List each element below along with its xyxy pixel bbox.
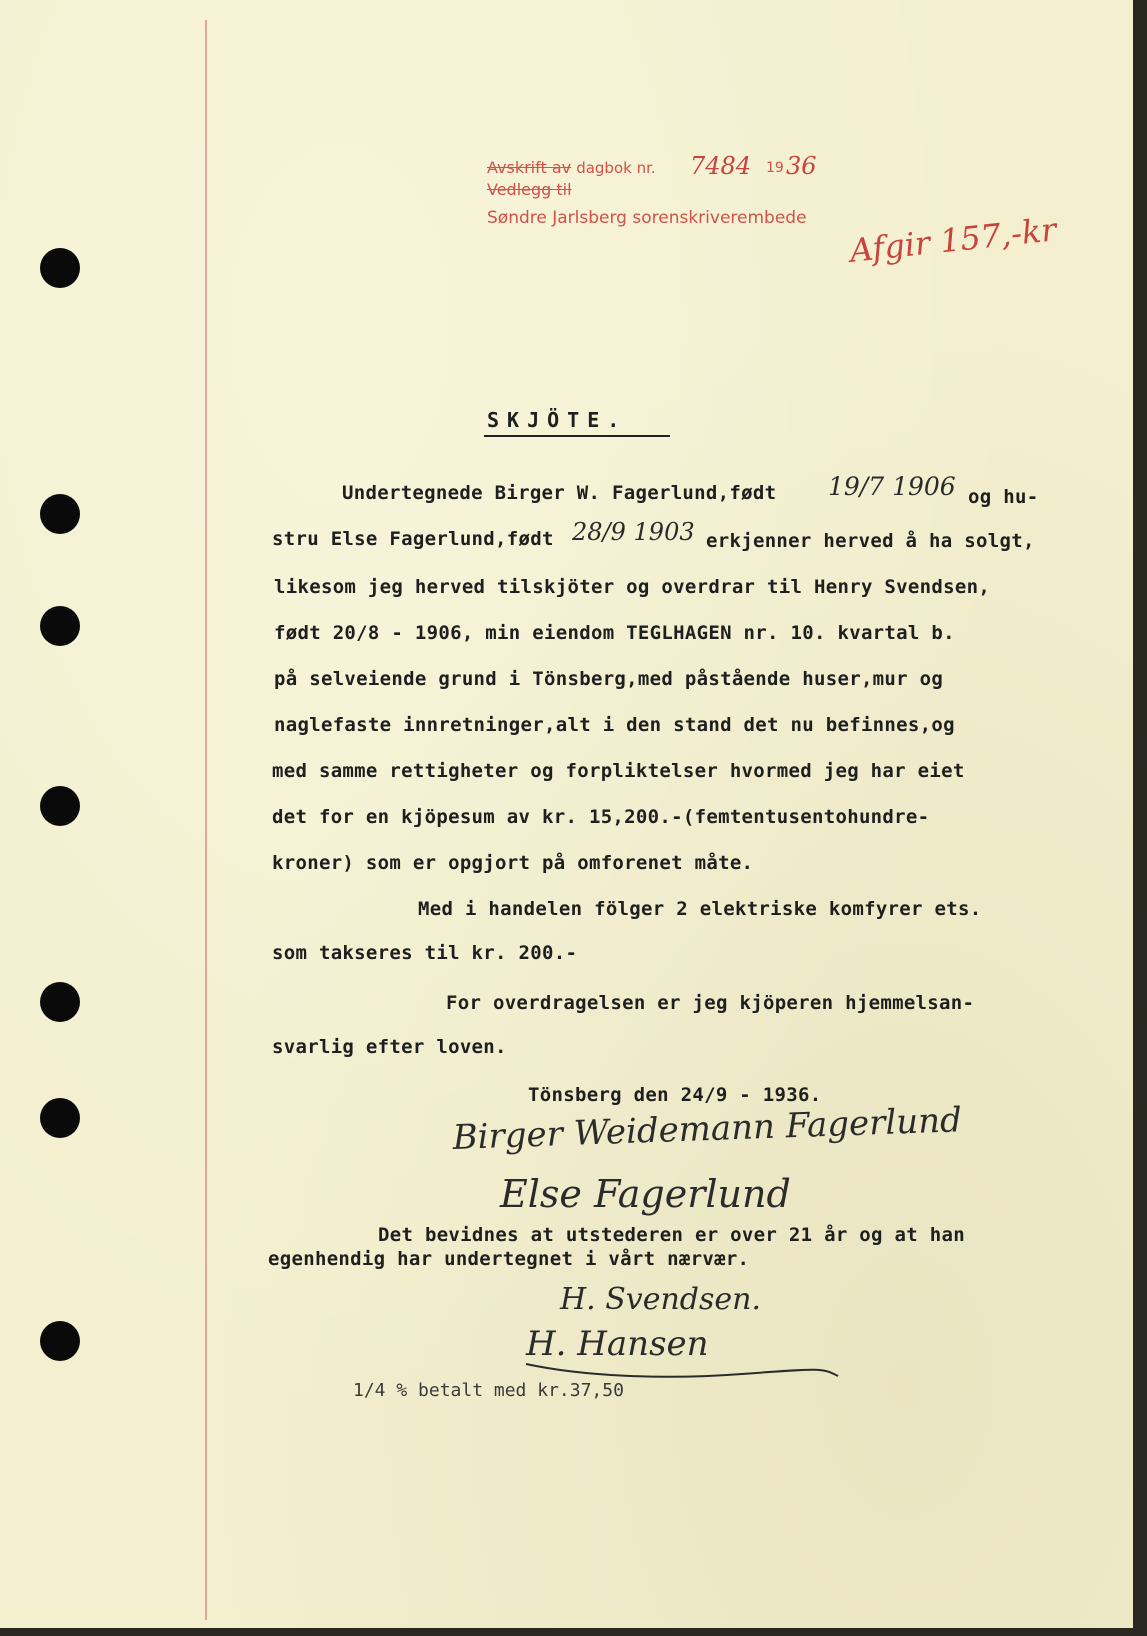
stamp-year-suffix: 36 xyxy=(786,152,817,180)
body-line: på selveiende grund i Tönsberg,med påstående huser,mur og xyxy=(274,668,944,690)
punch-hole xyxy=(40,606,80,646)
punch-hole xyxy=(40,248,80,288)
punch-hole xyxy=(40,982,80,1022)
punch-hole xyxy=(40,786,80,826)
body-line: og hu- xyxy=(968,486,1039,508)
handwritten-birthdate: 19/7 1906 xyxy=(828,472,956,501)
body-line: likesom jeg herved tilskjöter og overdrar til Henry Svendsen, xyxy=(274,576,991,598)
witness-line: egenhendig har undertegnet i vårt nærvær. xyxy=(268,1248,750,1270)
witness-line: Det bevidnes at utstederen er over 21 år og at han xyxy=(378,1224,965,1246)
stamp-journal-number: 7484 xyxy=(690,152,752,180)
signature-witness-2: H. Hansen xyxy=(526,1324,709,1364)
handwritten-birthdate: 28/9 1903 xyxy=(572,518,695,546)
body-line: som takseres til kr. 200.- xyxy=(272,942,578,964)
signature-seller-1: Birger Weidemann Fagerlund xyxy=(452,1100,963,1158)
body-line: det for en kjöpesum av kr. 15,200.-(femtentusentohundre- xyxy=(272,806,930,828)
document-title: SKJÖTE. xyxy=(487,408,628,432)
punch-hole xyxy=(40,1098,80,1138)
punch-hole xyxy=(40,1321,80,1361)
body-line: Undertegnede Birger W. Fagerlund,født xyxy=(342,482,777,504)
body-line: med samme rettigheter og forpliktelser hvormed jeg har eiet xyxy=(272,760,965,782)
body-line: erkjenner herved å ha solgt, xyxy=(706,530,1035,552)
body-line: født 20/8 - 1906, min eiendom TEGLHAGEN nr. 10. kvartal b. xyxy=(274,622,955,644)
body-line: naglefaste innretninger,alt i den stand det nu befinnes,og xyxy=(274,714,955,736)
stamp-avskrift: Avskrift av xyxy=(487,158,572,177)
place-date: Tönsberg den 24/9 - 1936. xyxy=(528,1084,822,1106)
fee-paid-note: 1/4 % betalt med kr.37,50 xyxy=(353,1380,624,1401)
signature-seller-2: Else Fagerlund xyxy=(500,1172,791,1216)
stamp-dagbok: dagbok nr. xyxy=(576,159,656,177)
stamp-year-prefix: 19 xyxy=(766,160,784,176)
body-line: For overdragelsen er jeg kjöperen hjemmelsan- xyxy=(446,992,975,1014)
stamp-office: Søndre Jarlsberg sorenskriverembede xyxy=(487,208,807,228)
body-line: kroner) som er opgjort på omforenet måte. xyxy=(272,852,754,874)
punch-hole xyxy=(40,494,80,534)
body-line: Med i handelen fölger 2 elektriske komfyrer ets. xyxy=(418,898,982,920)
body-line: svarlig efter loven. xyxy=(272,1036,507,1058)
stamp-vedlegg: Vedlegg til xyxy=(487,180,572,199)
fee-margin-note: Afgir 157,-kr xyxy=(848,210,1059,270)
title-underline xyxy=(484,435,670,437)
body-line: stru Else Fagerlund,født xyxy=(272,528,554,550)
signature-flourish xyxy=(522,1350,842,1380)
signature-witness-1: H. Svendsen. xyxy=(560,1282,762,1317)
margin-rule xyxy=(205,20,207,1620)
